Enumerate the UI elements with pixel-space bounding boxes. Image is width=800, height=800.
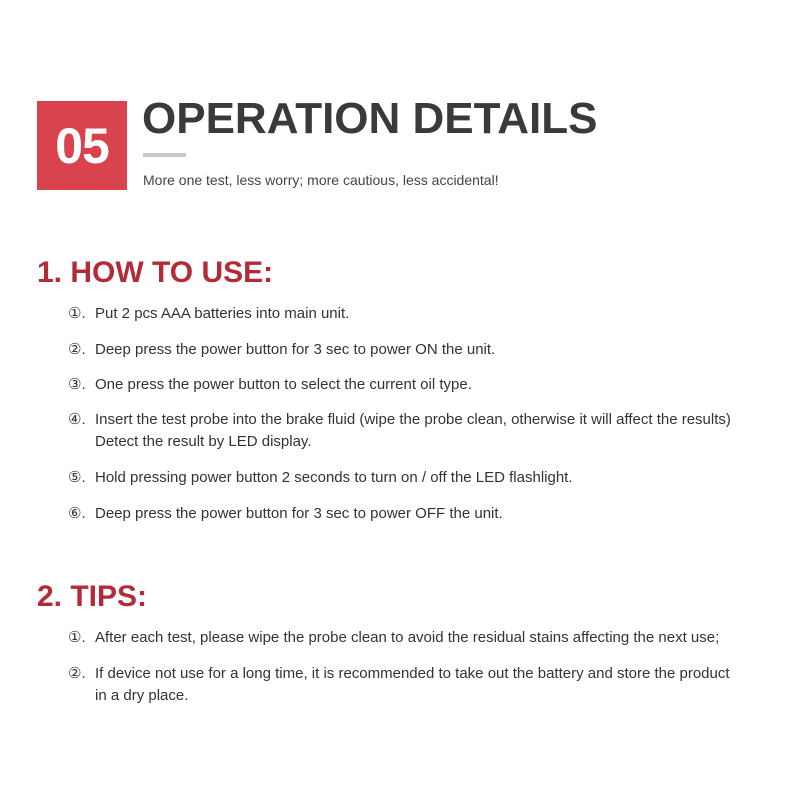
step-text: Insert the test probe into the brake fluid (wipe the probe clean, otherwise it will affect the results) Detect the result by LED display. [95,411,731,450]
page-subtitle: More one test, less worry; more cautious, less accidental! [143,172,499,188]
step-number: ④. [68,411,86,428]
page-title: OPERATION DETAILS [142,94,598,143]
step-number: ②. [68,341,86,358]
step-number: ⑤. [68,469,86,486]
step-text: Deep press the power button for 3 sec to power ON the unit. [95,341,496,358]
list-item [68,503,788,525]
step-text: One press the power button to select the current oil type. [95,376,472,393]
list-item [68,374,788,396]
list-item [68,339,788,361]
list-item [68,303,788,325]
step-number: ②. [68,665,86,682]
step-text: Hold pressing power button 2 seconds to turn on / off the LED flashlight. [95,469,573,486]
step-number: ⑥. [68,505,86,522]
tips-list [68,627,788,707]
list-item [68,409,788,453]
step-number: ①. [68,305,86,322]
step-text: Put 2 pcs AAA batteries into main unit. [95,305,350,322]
step-text: After each test, please wipe the probe clean to avoid the residual stains affecting the next use; [95,629,720,646]
list-item [68,663,788,707]
step-text: Deep press the power button for 3 sec to power OFF the unit. [95,505,503,522]
badge-number: 05 [55,117,109,174]
how-to-use-heading: 1. HOW TO USE: [37,256,274,289]
title-underline [143,153,186,157]
step-number: ①. [68,629,86,646]
list-item [68,627,788,649]
how-to-use-list [68,303,788,525]
tips-heading: 2. TIPS: [37,580,148,613]
section-number-badge [37,101,127,190]
list-item [68,467,788,489]
step-number: ③. [68,376,86,393]
step-text: If device not use for a long time, it is recommended to take out the battery and store the product in a dry place. [95,665,730,704]
